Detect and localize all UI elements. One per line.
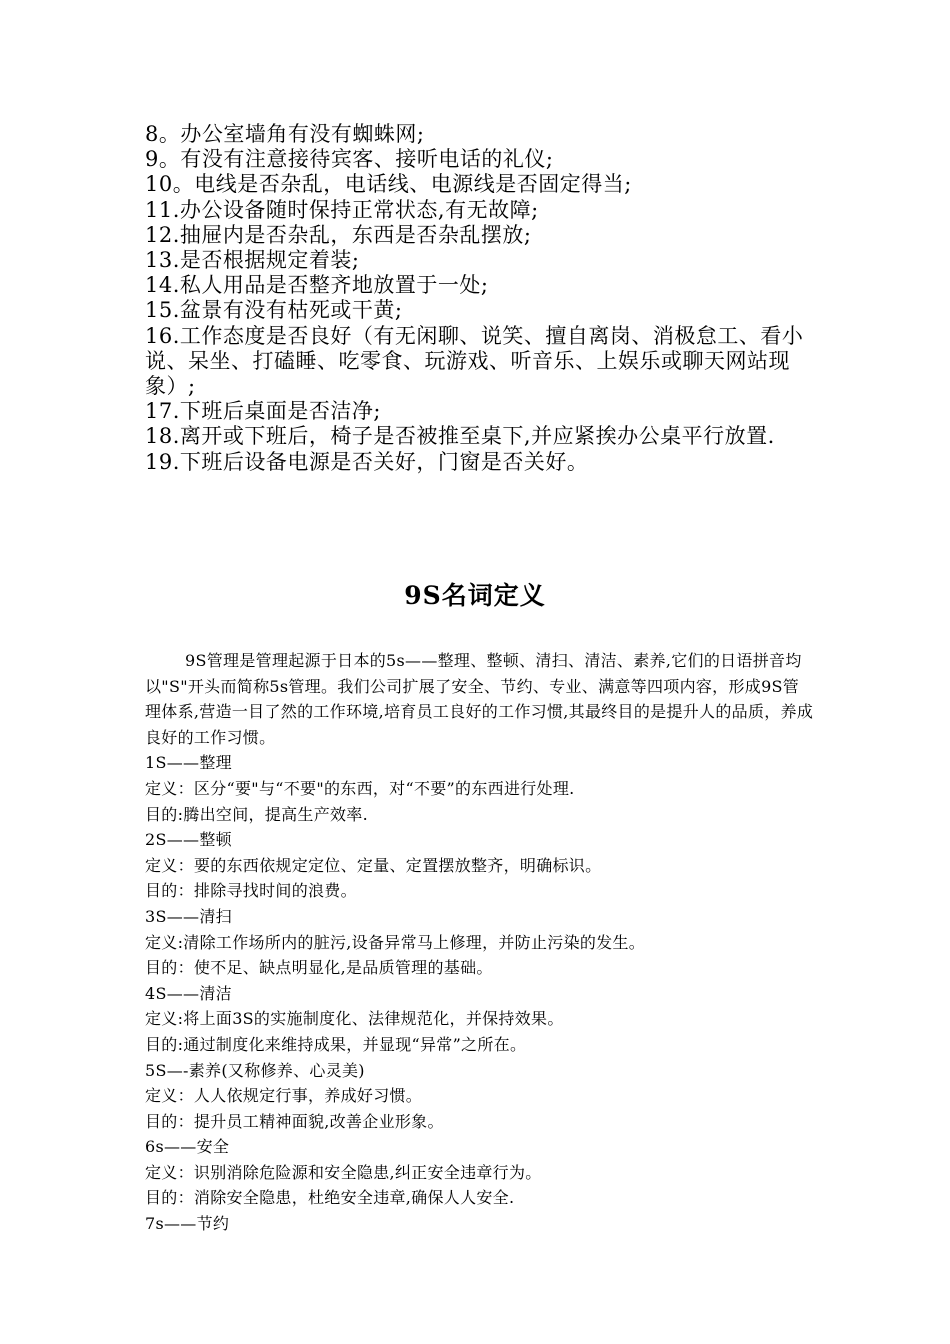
purpose-line: 目的：消除安全隐患，杜绝安全违章,确保人人安全.: [145, 1188, 515, 1208]
purpose-line: 目的：使不足、缺点明显化,是品质管理的基础。: [145, 958, 493, 978]
checklist-item: 11.办公设备随时保持正常状态,有无故障;: [145, 197, 539, 222]
checklist-item: 15.盆景有没有枯死或干黄;: [145, 298, 403, 323]
checklist-item: 18.离开或下班后，椅子是否被推至桌下,并应紧挨办公桌平行放置.: [145, 424, 775, 449]
checklist-item: 16.工作态度是否良好（有无闲聊、说笑、擅自离岗、消极怠工、看小说、呆坐、打磕睡、吃零食、玩游戏、听音乐、上娱乐或聊天网站现象）;: [145, 323, 804, 399]
definition-heading: 2S——整顿: [145, 830, 232, 850]
definition-heading: 1S——整理: [145, 753, 232, 773]
definition-line: 定义：识别消除危险源和安全隐患,纠正安全违章行为。: [145, 1162, 542, 1182]
checklist-item: 19.下班后设备电源是否关好，门窗是否关好。: [145, 449, 589, 474]
definition-line: 定义：要的东西依规定定位、定量、定置摆放整齐，明确标识。: [145, 855, 602, 875]
checklist-item: 14.私人用品是否整齐地放置于一处;: [145, 273, 489, 298]
definition-line: 定义：人人依规定行事，养成好习惯。: [145, 1086, 423, 1106]
definitions-body: [145, 648, 815, 1237]
checklist-item: 8。办公室墙角有没有蜘蛛网;: [145, 122, 425, 146]
definition-line: 定义:将上面3S的实施制度化、法律规范化，并保持效果。: [145, 1009, 564, 1029]
definition-heading: 7s——节约: [145, 1214, 230, 1234]
checklist-item: 9。有没有注意接待宾客、接听电话的礼仪;: [145, 147, 554, 172]
definition-heading: 5S—-素养(又称修养、心灵美): [145, 1060, 365, 1080]
purpose-line: 目的：排除寻找时间的浪费。: [145, 881, 357, 901]
definition-line: 定义:清除工作场所内的脏污,设备异常马上修理，并防止污染的发生。: [145, 932, 646, 952]
definition-heading: 3S——清扫: [145, 906, 232, 926]
checklist-item: 13.是否根据规定着装;: [145, 248, 360, 273]
checklist-item: 17.下班后桌面是否洁净;: [145, 399, 381, 424]
purpose-line: 目的：提升员工精神面貌,改善企业形象。: [145, 1111, 444, 1131]
definition-heading: 4S——清洁: [145, 983, 232, 1003]
definition-heading: 6s——安全: [145, 1137, 230, 1157]
intro-paragraph: 9S管理是管理起源于日本的5s——整理、整顿、清扫、清洁、素养,它们的日语拼音均以"S"开头而简称5s管理。我们公司扩展了安全、节约、专业、满意等四项内容，形成9S管理体系,营造一目了然的工作环境,培育员工良好的工作习惯,其最终目的是提升人的品质，养成良好的工作习惯。: [145, 651, 814, 747]
purpose-line: 目的:腾出空间，提高生产效率.: [145, 804, 368, 824]
section-title: 9S名词定义: [404, 581, 546, 610]
purpose-line: 目的:通过制度化来维持成果，并显现“异常”之所在。: [145, 1034, 527, 1054]
definition-line: 定义：区分“要"与“不要"的东西，对“不要”的东西进行处理.: [145, 778, 575, 798]
inspection-checklist: [145, 122, 835, 475]
checklist-item: 12.抽屉内是否杂乱，东西是否杂乱摆放;: [145, 222, 532, 247]
checklist-item: 10。电线是否杂乱，电话线、电源线是否固定得当;: [145, 172, 632, 197]
